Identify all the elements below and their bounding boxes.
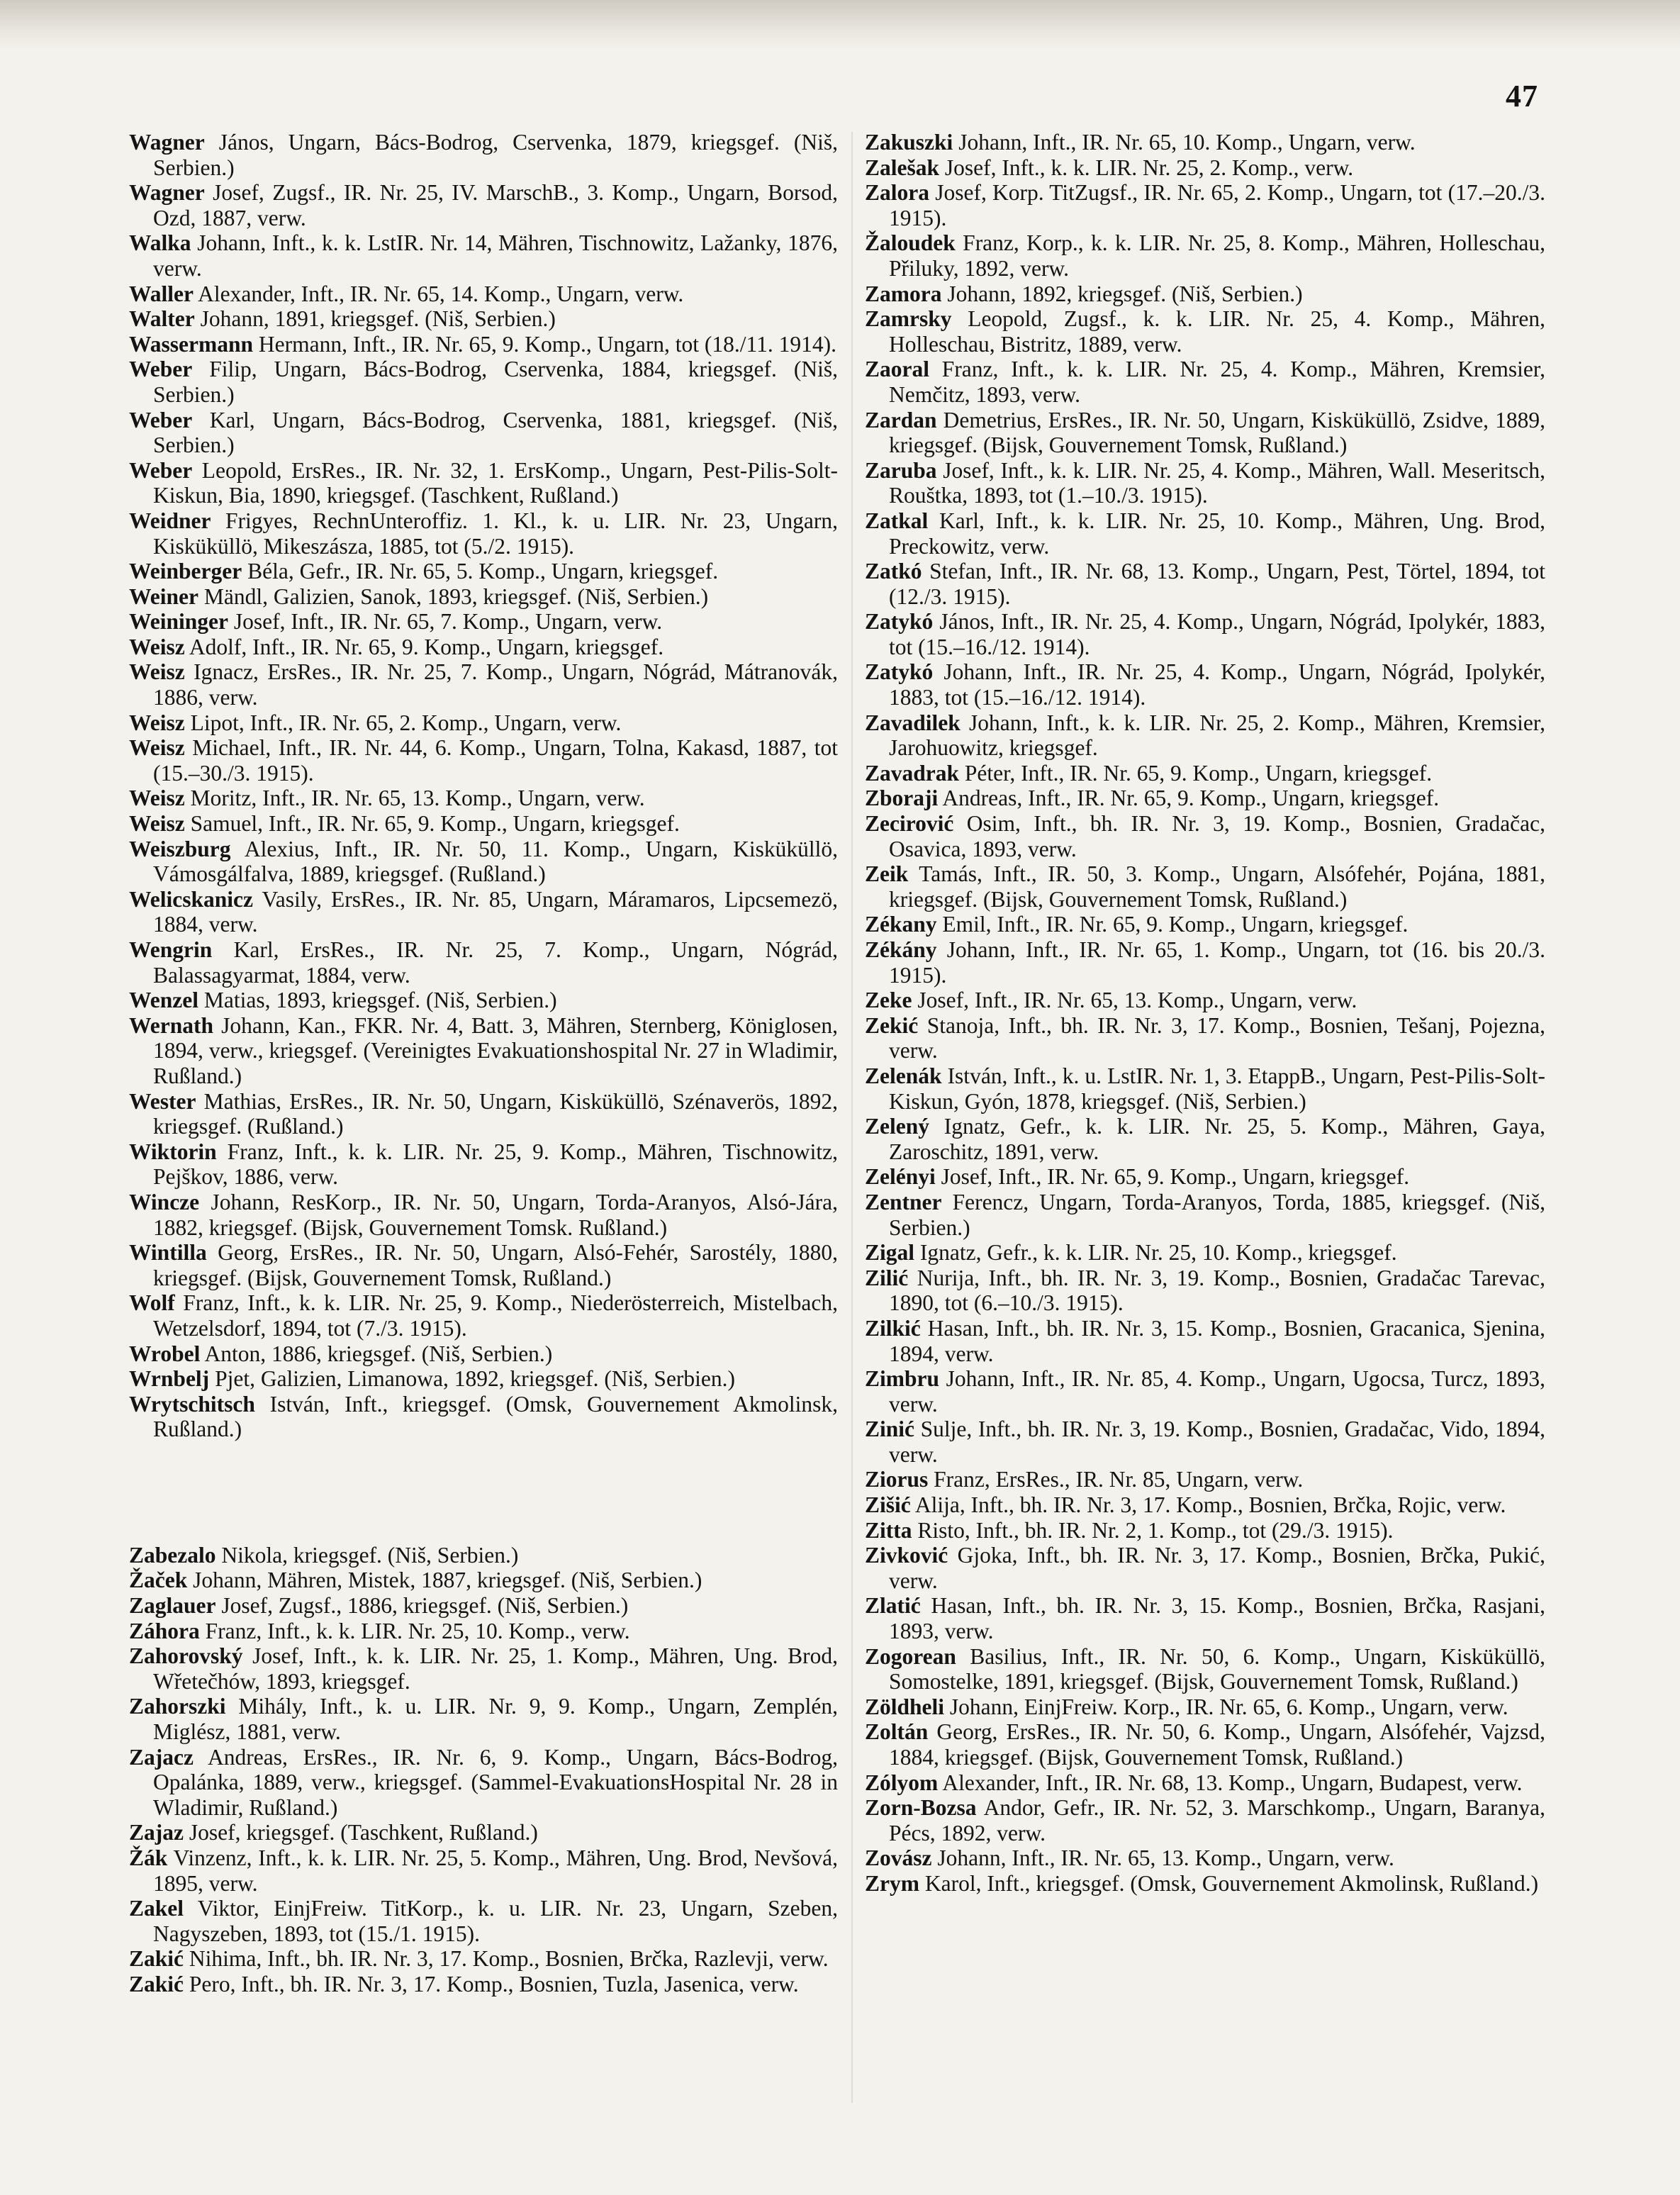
entry-surname: Zöldheli xyxy=(865,1694,945,1719)
entry-details: János, Inft., IR. Nr. 25, 4. Komp., Ungarn, Nógrád, Ipolykér, 1883, tot (15.–16./12. 1914). xyxy=(889,609,1545,659)
entry-details: Johann, ResKorp., IR. Nr. 50, Ungarn, Torda-Aranyos, Alsó-Jára, 1882, kriegsgef. (Bijsk, Gouvernement Tomsk. Rußland.) xyxy=(153,1189,838,1240)
entry-surname: Zakić xyxy=(129,1971,184,1996)
list-entry xyxy=(129,1694,838,1744)
entry-surname: Zivković xyxy=(865,1543,948,1568)
entry-details: Josef, kriegsgef. (Taschkent, Rußland.) xyxy=(183,1820,538,1845)
list-entry xyxy=(865,659,1545,710)
list-entry xyxy=(129,786,838,811)
entry-surname: Zakel xyxy=(129,1896,184,1921)
entry-details: Leopold, ErsRes., IR. Nr. 32, 1. ErsKomp., Ungarn, Pest-Pilis-Solt-Kiskun, Bia, 1890, kriegsgef. (Taschkent, Rußland.) xyxy=(153,457,838,508)
entry-details: Georg, ErsRes., IR. Nr. 50, 6. Komp., Ungarn, Alsófehér, Vajzsd, 1884, kriegsgef. (Bijsk, Gouvernement Tomsk, Rußland.) xyxy=(889,1719,1545,1770)
entry-surname: Weisz xyxy=(129,735,185,761)
list-entry xyxy=(865,1114,1545,1164)
entry-surname: Zalora xyxy=(865,180,929,206)
list-entry xyxy=(129,408,838,458)
entry-details: Josef, Inft., IR. Nr. 65, 13. Komp., Ungarn, verw. xyxy=(912,988,1357,1013)
entry-surname: Wincze xyxy=(129,1189,200,1214)
entry-surname: Zekić xyxy=(865,1012,919,1038)
entry-details: Franz, Inft., k. k. LIR. Nr. 25, 9. Komp., Niederösterreich, Mistelbach, Wetzelsdorf, 1894, tot (7./3. 1915). xyxy=(153,1290,838,1341)
entry-details: Alija, Inft., bh. IR. Nr. 3, 17. Komp., Bosnien, Brčka, Rojic, verw. xyxy=(910,1492,1506,1518)
entry-surname: Zigal xyxy=(865,1240,915,1266)
entry-details: Hasan, Inft., bh. IR. Nr. 3, 15. Komp., Bosnien, Brčka, Rasjani, 1893, verw. xyxy=(889,1593,1545,1644)
list-entry xyxy=(129,1896,838,1946)
entry-surname: Zatykó xyxy=(865,609,934,635)
entry-details: Leopold, Zugsf., k. k. LIR. Nr. 25, 4. Komp., Mähren, Holleschau, Bistritz, 1889, verw. xyxy=(889,306,1545,357)
entry-surname: Weber xyxy=(129,357,193,382)
entry-surname: Zajacz xyxy=(129,1744,194,1770)
entry-details: Johann, Kan., FKR. Nr. 4, Batt. 3, Mähren, Sternberg, Königlosen, 1894, verw., kriegsgef. (Vereinigtes Evakuationshospital Nr. 27 in Wladimir, Rußland.) xyxy=(153,1012,838,1088)
entry-surname: Weisz xyxy=(129,634,185,659)
entry-surname: Wagner xyxy=(129,130,205,155)
list-entry xyxy=(865,1492,1545,1518)
entry-surname: Zilkić xyxy=(865,1315,921,1341)
list-entry xyxy=(129,837,838,887)
list-entry xyxy=(865,1063,1545,1114)
list-entry xyxy=(865,1417,1545,1467)
entry-details: Nikola, kriegsgef. (Niš, Serbien.) xyxy=(215,1542,519,1568)
entry-details: Karl, ErsRes., IR. Nr. 25, 7. Komp., Ungarn, Nógrád, Balassagyarmat, 1884, verw. xyxy=(153,937,838,988)
entry-details: Josef, Inft., k. k. LIR. Nr. 25, 4. Komp., Mähren, Wall. Meseritsch, Rouštka, 1893, tot (1.–10./3. 1915). xyxy=(889,457,1545,508)
list-entry xyxy=(129,1190,838,1240)
list-entry xyxy=(129,1745,838,1821)
list-entry xyxy=(865,1366,1545,1417)
entry-details: Ignatz, Gefr., k. k. LIR. Nr. 25, 5. Komp., Mähren, Gaya, Zaroschitz, 1891, verw. xyxy=(889,1114,1545,1164)
list-entry xyxy=(129,1972,838,1997)
list-entry xyxy=(865,912,1545,937)
list-entry xyxy=(129,1643,838,1694)
entry-surname: Záhora xyxy=(129,1618,200,1643)
list-entry xyxy=(129,1013,838,1089)
entry-details: Josef, Inft., k. k. LIR. Nr. 25, 2. Komp., verw. xyxy=(939,155,1354,180)
list-entry xyxy=(865,1190,1545,1240)
entry-surname: Zólyom xyxy=(865,1770,939,1795)
list-entry xyxy=(865,761,1545,786)
entry-surname: Wrobel xyxy=(129,1341,201,1366)
entry-surname: Weber xyxy=(129,407,193,432)
entry-details: Johann, 1892, kriegsgef. (Niš, Serbien.) xyxy=(941,281,1303,306)
list-entry xyxy=(865,811,1545,861)
entry-details: Ignatz, Gefr., k. k. LIR. Nr. 25, 10. Komp., kriegsgef. xyxy=(914,1240,1397,1266)
entry-surname: Zinić xyxy=(865,1417,915,1442)
entry-surname: Zeik xyxy=(865,861,909,887)
entry-surname: Zaglauer xyxy=(129,1593,216,1619)
entry-details: István, Inft., kriegsgef. (Omsk, Gouvernement Akmolinsk, Rußland.) xyxy=(153,1391,838,1442)
list-entry xyxy=(865,1871,1545,1897)
list-entry xyxy=(865,230,1545,281)
entry-surname: Zentner xyxy=(865,1189,942,1214)
entry-surname: Weiner xyxy=(129,583,198,609)
entry-details: Péter, Inft., IR. Nr. 65, 9. Komp., Ungarn, kriegsgef. xyxy=(959,760,1433,786)
list-entry xyxy=(129,1139,838,1190)
list-entry xyxy=(865,1845,1545,1871)
entry-details: Vinzenz, Inft., k. k. LIR. Nr. 25, 5. Komp., Mähren, Ung. Brod, Nevšová, 1895, verw. xyxy=(153,1845,838,1896)
entry-details: Mändl, Galizien, Sanok, 1893, kriegsgef. (Niš, Serbien.) xyxy=(198,583,709,609)
list-entry xyxy=(865,1240,1545,1266)
entry-surname: Wernath xyxy=(129,1012,214,1038)
entry-surname: Zelényi xyxy=(865,1164,936,1190)
entry-details: Hermann, Inft., IR. Nr. 65, 9. Komp., Ungarn, tot (18./11. 1914). xyxy=(253,331,836,357)
list-entry xyxy=(865,609,1545,659)
entry-details: Karl, Inft., k. k. LIR. Nr. 25, 10. Komp., Mähren, Ung. Brod, Preckowitz, verw. xyxy=(889,508,1545,559)
entry-surname: Zatykó xyxy=(865,659,934,685)
entry-surname: Žák xyxy=(129,1845,168,1870)
entry-details: Michael, Inft., IR. Nr. 44, 6. Komp., Ungarn, Tolna, Kakasd, 1887, tot (15.–30./3. 1915). xyxy=(153,735,838,786)
entry-details: Johann, Inft., IR. Nr. 25, 4. Komp., Ungarn, Nógrád, Ipolykér, 1883, tot (15.–16./12. 1914). xyxy=(889,659,1545,710)
entry-details: Pero, Inft., bh. IR. Nr. 3, 17. Komp., Bosnien, Tuzla, Jasenica, verw. xyxy=(184,1971,799,1996)
entry-surname: Zakić xyxy=(129,1946,184,1972)
list-entry xyxy=(129,887,838,937)
entry-details: Tamás, Inft., IR. 50, 3. Komp., Ungarn, Alsófehér, Pojána, 1881, kriegsgef. (Bijsk, Gouvernement Tomsk, Rußland.) xyxy=(889,861,1545,912)
list-entry xyxy=(865,1013,1545,1063)
entry-surname: Zajaz xyxy=(129,1820,184,1845)
list-entry xyxy=(129,988,838,1013)
list-entry xyxy=(865,357,1545,407)
entry-surname: Walter xyxy=(129,306,195,332)
list-entry xyxy=(865,1543,1545,1593)
left-column xyxy=(129,130,838,1997)
list-entry xyxy=(865,1719,1545,1770)
entry-surname: Wester xyxy=(129,1088,196,1114)
entry-details: Béla, Gefr., IR. Nr. 65, 5. Komp., Ungarn, kriegsgef. xyxy=(242,559,719,584)
entry-details: Andor, Gefr., IR. Nr. 52, 3. Marschkomp., Ungarn, Baranya, Pécs, 1892, verw. xyxy=(889,1795,1545,1845)
list-entry xyxy=(865,1644,1545,1694)
entry-surname: Žaloudek xyxy=(865,230,956,256)
list-entry xyxy=(865,937,1545,988)
list-entry xyxy=(129,559,838,584)
entry-details: Alexander, Inft., IR. Nr. 65, 14. Komp., Ungarn, verw. xyxy=(193,281,684,306)
list-entry xyxy=(865,861,1545,912)
list-entry xyxy=(129,937,838,988)
list-entry xyxy=(129,1593,838,1619)
list-entry xyxy=(865,180,1545,230)
entry-surname: Zamrsky xyxy=(865,306,952,332)
entry-surname: Wassermann xyxy=(129,331,254,357)
entry-details: Gjoka, Inft., bh. IR. Nr. 3, 17. Komp., Bosnien, Brčka, Pukić, verw. xyxy=(889,1543,1545,1593)
entry-details: Johann, Inft., IR. Nr. 65, 1. Komp., Ungarn, tot (16. bis 20./3. 1915). xyxy=(889,937,1545,988)
list-entry xyxy=(865,1694,1545,1720)
entry-details: Filip, Ungarn, Bács-Bodrog, Cservenka, 1884, kriegsgef. (Niš, Serbien.) xyxy=(153,357,838,407)
entry-surname: Zogorean xyxy=(865,1643,956,1669)
list-entry xyxy=(129,609,838,635)
entry-surname: Wiktorin xyxy=(129,1139,217,1164)
list-entry xyxy=(865,1770,1545,1796)
entry-surname: Zardan xyxy=(865,407,937,432)
entry-surname: Zrym xyxy=(865,1870,919,1896)
list-entry xyxy=(129,1392,838,1442)
entry-surname: Zovász xyxy=(865,1845,932,1871)
list-entry xyxy=(865,306,1545,357)
list-entry xyxy=(129,306,838,332)
entry-details: Alexius, Inft., IR. Nr. 50, 11. Komp., Ungarn, Kisküküllö, Vámosgálfalva, 1889, kriegsgef. (Rußland.) xyxy=(153,836,838,887)
list-entry xyxy=(129,1341,838,1367)
list-entry xyxy=(129,1845,838,1896)
column-divider xyxy=(851,132,853,2103)
entry-surname: Zeke xyxy=(865,988,912,1013)
entry-surname: Zitta xyxy=(865,1517,912,1543)
list-entry xyxy=(129,1366,838,1392)
entry-details: Josef, Zugsf., 1886, kriegsgef. (Niš, Serbien.) xyxy=(215,1593,629,1619)
entry-details: Stefan, Inft., IR. Nr. 68, 13. Komp., Ungarn, Pest, Törtel, 1894, tot (12./3. 1915). xyxy=(889,559,1545,609)
list-entry xyxy=(865,710,1545,761)
list-entry xyxy=(865,1467,1545,1492)
entry-surname: Zoltán xyxy=(865,1719,929,1745)
list-entry xyxy=(129,180,838,230)
entry-details: Andreas, ErsRes., IR. Nr. 6, 9. Komp., Ungarn, Bács-Bodrog, Opalánka, 1889, verw., kriegsgef. (Sammel-EvakuationsHospital Nr. 28 in Wladimir, Rußland.) xyxy=(153,1744,838,1820)
list-entry xyxy=(129,357,838,407)
list-entry xyxy=(129,635,838,660)
entry-surname: Žaček xyxy=(129,1568,188,1593)
list-entry xyxy=(865,281,1545,307)
entry-details: Risto, Inft., bh. IR. Nr. 2, 1. Komp., tot (29./3. 1915). xyxy=(912,1517,1394,1543)
entry-details: Hasan, Inft., bh. IR. Nr. 3, 15. Komp., Bosnien, Gracanica, Sjenina, 1894, verw. xyxy=(889,1315,1545,1366)
entry-details: Viktor, EinjFreiw. TitKorp., k. u. LIR. Nr. 23, Ungarn, Szeben, Nagyszeben, 1893, tot (15./1. 1915). xyxy=(153,1896,838,1946)
entry-details: Moritz, Inft., IR. Nr. 65, 13. Komp., Ungarn, verw. xyxy=(184,786,645,811)
entry-details: Stanoja, Inft., bh. IR. Nr. 3, 17. Komp., Bosnien, Tešanj, Pojezna, verw. xyxy=(889,1012,1545,1063)
list-entry xyxy=(865,1164,1545,1190)
entry-surname: Zavadrak xyxy=(865,760,960,786)
list-entry xyxy=(129,1946,838,1972)
list-entry xyxy=(129,1820,838,1845)
entry-surname: Wrnbelj xyxy=(129,1366,210,1392)
list-entry xyxy=(865,1266,1545,1316)
entry-details: Frigyes, RechnUnteroffiz. 1. Kl., k. u. LIR. Nr. 23, Ungarn, Kisküküllö, Mikeszásza, 1885, tot (5./2. 1915). xyxy=(153,508,838,559)
entry-details: Johann, Mähren, Mistek, 1887, kriegsgef. (Niš, Serbien.) xyxy=(187,1568,702,1593)
entry-surname: Wrytschitsch xyxy=(129,1391,255,1417)
entry-surname: Weisz xyxy=(129,811,185,837)
entry-surname: Zabezalo xyxy=(129,1542,216,1568)
entry-details: Adolf, Inft., IR. Nr. 65, 9. Komp., Ungarn, kriegsgef. xyxy=(184,634,664,659)
entry-surname: Zakuszki xyxy=(865,130,953,155)
entry-details: Franz, Inft., k. k. LIR. Nr. 25, 4. Komp., Mähren, Kremsier, Nemčitz, 1893, verw. xyxy=(889,357,1545,407)
entry-details: Johann, Inft., k. k. LIR. Nr. 25, 2. Komp., Mähren, Kremsier, Jarohuowitz, kriegsgef. xyxy=(889,710,1545,761)
list-entry xyxy=(129,811,838,837)
list-entry xyxy=(865,130,1545,155)
entry-surname: Zalešak xyxy=(865,155,940,180)
entry-details: Franz, Inft., k. k. LIR. Nr. 25, 9. Komp., Mähren, Tischnowitz, Pejškov, 1886, verw. xyxy=(153,1139,838,1190)
entry-details: Andreas, Inft., IR. Nr. 65, 9. Komp., Ungarn, kriegsgef. xyxy=(938,786,1440,811)
list-entry xyxy=(129,659,838,710)
entry-details: Johann, EinjFreiw. Korp., IR. Nr. 65, 6. Komp., Ungarn, verw. xyxy=(944,1694,1508,1719)
list-entry xyxy=(129,332,838,357)
entry-surname: Zamora xyxy=(865,281,942,306)
list-entry xyxy=(129,1089,838,1139)
list-entry xyxy=(129,281,838,307)
entry-surname: Weisz xyxy=(129,659,185,685)
entry-details: Emil, Inft., IR. Nr. 65, 9. Komp., Ungarn, kriegsgef. xyxy=(936,912,1409,937)
entry-surname: Zatkó xyxy=(865,559,922,584)
entry-details: Matias, 1893, kriegsgef. (Niš, Serbien.) xyxy=(198,988,557,1013)
entry-surname: Waller xyxy=(129,281,194,306)
right-column xyxy=(865,130,1545,1897)
entry-surname: Zékány xyxy=(865,937,937,962)
entry-details: Mathias, ErsRes., IR. Nr. 50, Ungarn, Kisküküllö, Szénaverös, 1892, kriegsgef. (Rußland.) xyxy=(153,1088,838,1139)
list-entry xyxy=(865,1316,1545,1366)
page-number: 47 xyxy=(1506,79,1538,113)
entry-details: Johann, Inft., IR. Nr. 85, 4. Komp., Ungarn, Ugocsa, Turcz, 1893, verw. xyxy=(889,1366,1545,1417)
entry-surname: Zaoral xyxy=(865,357,929,382)
entry-surname: Zaruba xyxy=(865,457,937,483)
list-entry xyxy=(865,1593,1545,1643)
entry-details: Georg, ErsRes., IR. Nr. 50, Ungarn, Alsó-Fehér, Sarostély, 1880, kriegsgef. (Bijsk, Gouvernement Tomsk, Rußland.) xyxy=(153,1240,838,1290)
entry-surname: Weinberger xyxy=(129,559,242,584)
entry-details: Josef, Inft., IR. Nr. 65, 7. Komp., Ungarn, verw. xyxy=(228,609,663,635)
section-gap xyxy=(129,1442,838,1543)
list-entry xyxy=(129,508,838,559)
entry-surname: Zlatić xyxy=(865,1593,921,1619)
list-entry xyxy=(129,230,838,281)
entry-details: Karl, Ungarn, Bács-Bodrog, Cservenka, 1881, kriegsgef. (Niš, Serbien.) xyxy=(153,407,838,458)
entry-details: Samuel, Inft., IR. Nr. 65, 9. Komp., Ungarn, kriegsgef. xyxy=(184,811,680,837)
entry-details: Alexander, Inft., IR. Nr. 68, 13. Komp., Ungarn, Budapest, verw. xyxy=(938,1770,1523,1795)
entry-details: Johann, Inft., IR. Nr. 65, 10. Komp., Ungarn, verw. xyxy=(953,130,1416,155)
entry-surname: Wagner xyxy=(129,180,205,206)
scan-shadow xyxy=(0,0,1680,50)
list-entry xyxy=(865,559,1545,609)
entry-surname: Walka xyxy=(129,230,191,256)
entry-details: Johann, Inft., IR. Nr. 65, 13. Komp., Ungarn, verw. xyxy=(931,1845,1394,1871)
entry-details: Johann, 1891, kriegsgef. (Niš, Serbien.) xyxy=(194,306,556,332)
entry-details: Karol, Inft., kriegsgef. (Omsk, Gouvernement Akmolinsk, Rußland.) xyxy=(919,1870,1539,1896)
entry-details: Basilius, Inft., IR. Nr. 50, 6. Komp., Ungarn, Kisküküllö, Somostelke, 1891, kriegsgef. (Bijsk, Gouvernement Tomsk, Rußland.) xyxy=(889,1643,1545,1694)
entry-details: Ignacz, ErsRes., IR. Nr. 25, 7. Komp., Ungarn, Nógrád, Mátranovák, 1886, verw. xyxy=(153,659,838,710)
list-entry xyxy=(129,1619,838,1644)
list-entry xyxy=(865,1795,1545,1845)
entry-surname: Zékany xyxy=(865,912,937,937)
entry-surname: Zahorovský xyxy=(129,1643,243,1669)
entry-details: Demetrius, ErsRes., IR. Nr. 50, Ungarn, Kisküküllö, Zsidve, 1889, kriegsgef. (Bijsk, Gouvernement Tomsk, Rußland.) xyxy=(889,407,1545,458)
list-entry xyxy=(129,130,838,180)
entry-details: Franz, Inft., k. k. LIR. Nr. 25, 10. Komp., verw. xyxy=(199,1618,630,1643)
entry-surname: Wintilla xyxy=(129,1240,207,1266)
entry-details: Josef, Inft., IR. Nr. 65, 9. Komp., Ungarn, kriegsgef. xyxy=(935,1164,1410,1190)
list-entry xyxy=(129,1543,838,1568)
list-entry xyxy=(129,735,838,786)
entry-surname: Zecirović xyxy=(865,811,954,837)
entry-surname: Zahorszki xyxy=(129,1694,226,1719)
entry-details: Osim, Inft., bh. IR. Nr. 3, 19. Komp., Bosnien, Gradačac, Osavica, 1893, verw. xyxy=(889,811,1545,861)
entry-surname: Weber xyxy=(129,457,193,483)
entry-details: Nurija, Inft., bh. IR. Nr. 3, 19. Komp., Bosnien, Gradačac Tarevac, 1890, tot (6.–10./3. 1915). xyxy=(889,1265,1545,1316)
entry-details: Ferencz, Ungarn, Torda-Aranyos, Torda, 1885, kriegsgef. (Niš, Serbien.) xyxy=(889,1189,1545,1240)
entry-surname: Wolf xyxy=(129,1290,175,1316)
entry-details: Pjet, Galizien, Limanowa, 1892, kriegsgef. (Niš, Serbien.) xyxy=(209,1366,736,1392)
list-entry xyxy=(865,1518,1545,1543)
entry-details: Franz, ErsRes., IR. Nr. 85, Ungarn, verw. xyxy=(928,1467,1304,1492)
entry-surname: Weidner xyxy=(129,508,211,533)
entry-details: János, Ungarn, Bács-Bodrog, Cservenka, 1879, kriegsgef. (Niš, Serbien.) xyxy=(153,130,838,180)
list-entry xyxy=(865,988,1545,1013)
entry-surname: Zatkal xyxy=(865,508,929,533)
entry-surname: Wenzel xyxy=(129,988,198,1013)
list-entry xyxy=(865,408,1545,458)
entry-surname: Weisz xyxy=(129,786,185,811)
entry-surname: Zelenák xyxy=(865,1063,942,1088)
entry-surname: Welicskanicz xyxy=(129,886,253,912)
entry-details: Franz, Korp., k. k. LIR. Nr. 25, 8. Komp., Mähren, Holleschau, Přiluky, 1892, verw. xyxy=(889,230,1545,281)
entry-details: Josef, Inft., k. k. LIR. Nr. 25, 1. Komp., Mähren, Ung. Brod, Wřetečhów, 1893, kriegsgef. xyxy=(153,1643,838,1694)
entry-details: Mihály, Inft., k. u. LIR. Nr. 9, 9. Komp., Ungarn, Zemplén, Miglész, 1881, verw. xyxy=(153,1694,838,1745)
list-entry xyxy=(129,1568,838,1593)
list-entry xyxy=(865,786,1545,811)
list-entry xyxy=(129,1240,838,1290)
entry-details: István, Inft., k. u. LstIR. Nr. 1, 3. EtappB., Ungarn, Pest-Pilis-Solt-Kiskun, Gyón, 1878, kriegsgef. (Niš, Serbien.) xyxy=(889,1063,1545,1114)
entry-details: Anton, 1886, kriegsgef. (Niš, Serbien.) xyxy=(200,1341,553,1366)
entry-surname: Weiszburg xyxy=(129,836,231,861)
entry-surname: Wengrin xyxy=(129,937,213,962)
entry-surname: Zorn-Bozsa xyxy=(865,1795,977,1821)
list-entry xyxy=(129,1290,838,1341)
entry-details: Nihima, Inft., bh. IR. Nr. 3, 17. Komp., Bosnien, Brčka, Razlevji, verw. xyxy=(184,1946,829,1972)
entry-details: Sulje, Inft., bh. IR. Nr. 3, 19. Komp., Bosnien, Gradačac, Vido, 1894, verw. xyxy=(889,1417,1545,1467)
list-entry xyxy=(865,508,1545,559)
entry-details: Johann, Inft., k. k. LstIR. Nr. 14, Mähren, Tischnowitz, Lažanky, 1876, verw. xyxy=(153,230,838,281)
entry-details: Josef, Zugsf., IR. Nr. 25, IV. MarschB., 3. Komp., Ungarn, Borsod, Ozd, 1887, verw. xyxy=(153,180,838,230)
list-entry xyxy=(865,458,1545,508)
list-entry xyxy=(129,458,838,508)
entry-details: Josef, Korp. TitZugsf., IR. Nr. 65, 2. Komp., Ungarn, tot (17.–20./3. 1915). xyxy=(889,180,1545,230)
entry-details: Vasily, ErsRes., IR. Nr. 85, Ungarn, Máramaros, Lipcsemezö, 1884, verw. xyxy=(153,886,838,937)
list-entry xyxy=(865,155,1545,181)
list-entry xyxy=(129,710,838,736)
entry-surname: Zelený xyxy=(865,1114,929,1139)
entry-surname: Ziorus xyxy=(865,1467,929,1492)
entry-surname: Zimbru xyxy=(865,1366,940,1392)
entry-surname: Zboraji xyxy=(865,786,939,811)
entry-surname: Weininger xyxy=(129,609,228,635)
entry-surname: Zišić xyxy=(865,1492,911,1518)
list-entry xyxy=(129,584,838,610)
entry-surname: Zavadilek xyxy=(865,710,961,735)
entry-surname: Weisz xyxy=(129,710,185,735)
entry-surname: Zilić xyxy=(865,1265,909,1290)
entry-details: Lipot, Inft., IR. Nr. 65, 2. Komp., Ungarn, verw. xyxy=(184,710,622,735)
